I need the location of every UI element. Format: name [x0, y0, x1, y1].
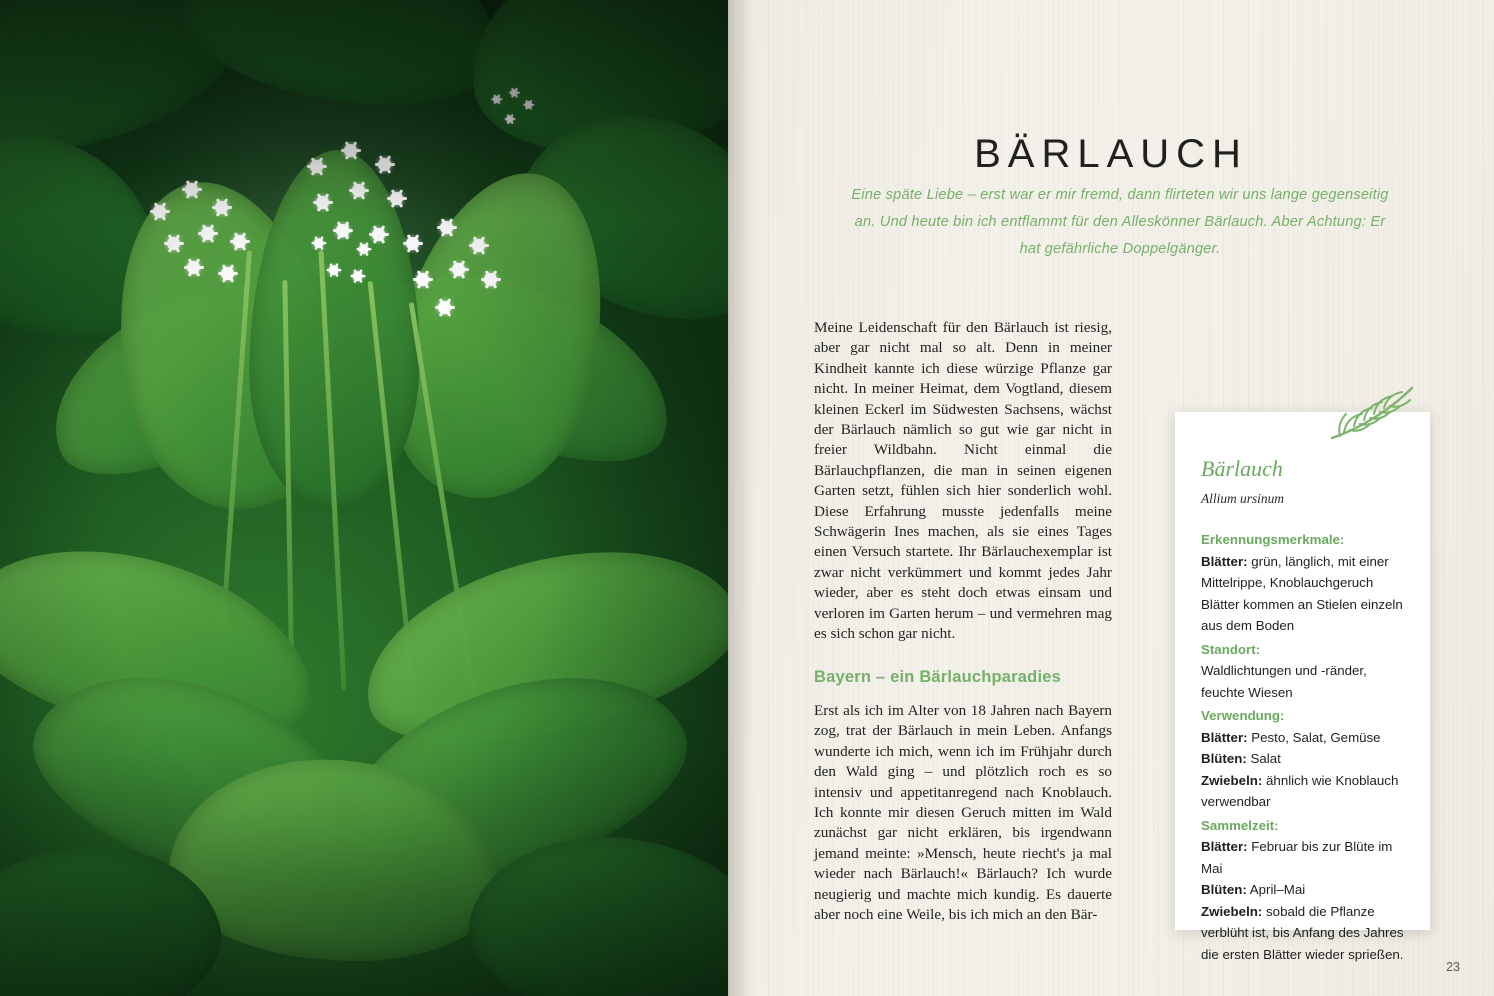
section-line — [1201, 594, 1404, 637]
fern-leaf-icon — [1326, 382, 1418, 444]
line-text: Waldlichtungen und -ränder, feuchte Wiesen — [1201, 663, 1367, 700]
section-line — [1201, 660, 1404, 703]
info-card-title: Bärlauch — [1201, 456, 1283, 481]
page-title: BÄRLAUCH — [974, 131, 1248, 176]
info-card — [1175, 412, 1430, 962]
line-term: Blüten: — [1201, 751, 1247, 766]
section-line — [1201, 748, 1404, 770]
info-card-content — [1175, 412, 1430, 965]
line-term: Blüten: — [1201, 882, 1247, 897]
line-text: sobald die Pflanze verblüht ist, bis Anfang des Jahres die ersten Blätter wieder sprießen. — [1201, 903, 1404, 962]
info-card-section — [1201, 815, 1404, 966]
line-term: Zwiebeln: — [1201, 903, 1263, 919]
standfirst-text: Eine späte Liebe – erst war er mir fremd, dann flirteten wir uns lange gegenseitig an. Und heute bin ich entflammt für den Alleskönner Bärlauch. Aber Achtung: Er hat gefährliche Doppelgänger. — [851, 187, 1389, 257]
subheading: Bayern – ein Bärlauchparadies — [814, 667, 1061, 686]
section-label: Erkennungsmerkmale: — [1201, 532, 1345, 547]
section-line — [1201, 879, 1404, 901]
left-page-photo — [0, 0, 728, 996]
line-text: Februar bis zur Blüte im Mai — [1201, 839, 1393, 876]
section-line — [1201, 727, 1404, 749]
line-text: Blätter kommen an Stielen einzeln aus dem Boden — [1201, 596, 1403, 633]
line-term: Zwiebeln: — [1201, 772, 1263, 788]
line-term: Blätter: — [1201, 729, 1248, 745]
line-term: Blätter: — [1201, 839, 1248, 854]
line-text: April–Mai — [1246, 882, 1306, 897]
line-text: grün, länglich, mit einer Mittelrippe, Knoblauchgeruch — [1201, 553, 1389, 590]
line-term: Blätter: — [1201, 553, 1248, 569]
line-text: Salat — [1246, 751, 1281, 766]
section-label: Sammelzeit: — [1201, 817, 1279, 833]
section-label: Verwendung: — [1201, 708, 1285, 723]
section-line — [1201, 836, 1404, 879]
info-card-section — [1201, 705, 1404, 813]
section-line — [1201, 901, 1404, 966]
body-column — [814, 318, 1112, 925]
section-line — [1201, 551, 1404, 594]
right-page-text — [728, 0, 1494, 996]
info-card-section — [1201, 639, 1404, 704]
section-label: Standort: — [1201, 641, 1261, 657]
info-card-latin-name: Allium ursinum — [1201, 491, 1284, 506]
page-number: 23 — [1446, 960, 1460, 974]
photo-vignette — [0, 0, 728, 996]
section-line — [1201, 770, 1404, 813]
line-text: ähnlich wie Knoblauch verwendbar — [1201, 772, 1399, 809]
info-card-section — [1201, 529, 1404, 637]
paragraph-1: Meine Leidenschaft für den Bärlauch ist riesig, aber gar nicht mal so alt. Denn in meiner Kindheit kannte ich diese würzige Pflanze gar nicht. In meiner Heimat, dem Vogtland, diesem kleinen Eckerl im Südwesten Sachsens, wächst der Bärlauch nämlich so gut wie gar nicht in freier Wildbahn. Nicht einmal die Bärlauchpflanzen, die man in seinen eigenen Garten setzt, fühlen sich hier sonderlich wohl. Diese Erfahrung musste jedenfalls meine Schwägerin Ines machen, als sie eines Tages einen Versuch startete. Ihr Bärlauchexemplar ist zwar nicht verkümmert und kommt jedes Jahr wieder, aber es steht doch etwas einsam und verloren im Garten herum – und vermehren mag es sich schon gar nicht. — [814, 319, 1112, 643]
line-text: Pesto, Salat, Gemüse — [1247, 729, 1381, 745]
paragraph-2: Erst als ich im Alter von 18 Jahren nach Bayern zog, trat der Bärlauch in mein Leben. Anfangs wunderte ich mich, wenn ich im Frühjahr durch den Wald ging – und plötzlich roch es so intensiv und appetitanregend nach Knoblauch. Ich konnte mir diesen Geruch mitten im Wald zunächst gar nicht erklären, bis irgendwann jemand meinte: »Mensch, heute riecht's ja mal wieder nach Bärlauch!« Bärlauch? Ich wurde neugierig und machte mich kundig. Es dauerte aber noch eine Weile, bis ich mich an den Bär- — [814, 701, 1112, 923]
bear-garlic-photo — [0, 0, 728, 996]
